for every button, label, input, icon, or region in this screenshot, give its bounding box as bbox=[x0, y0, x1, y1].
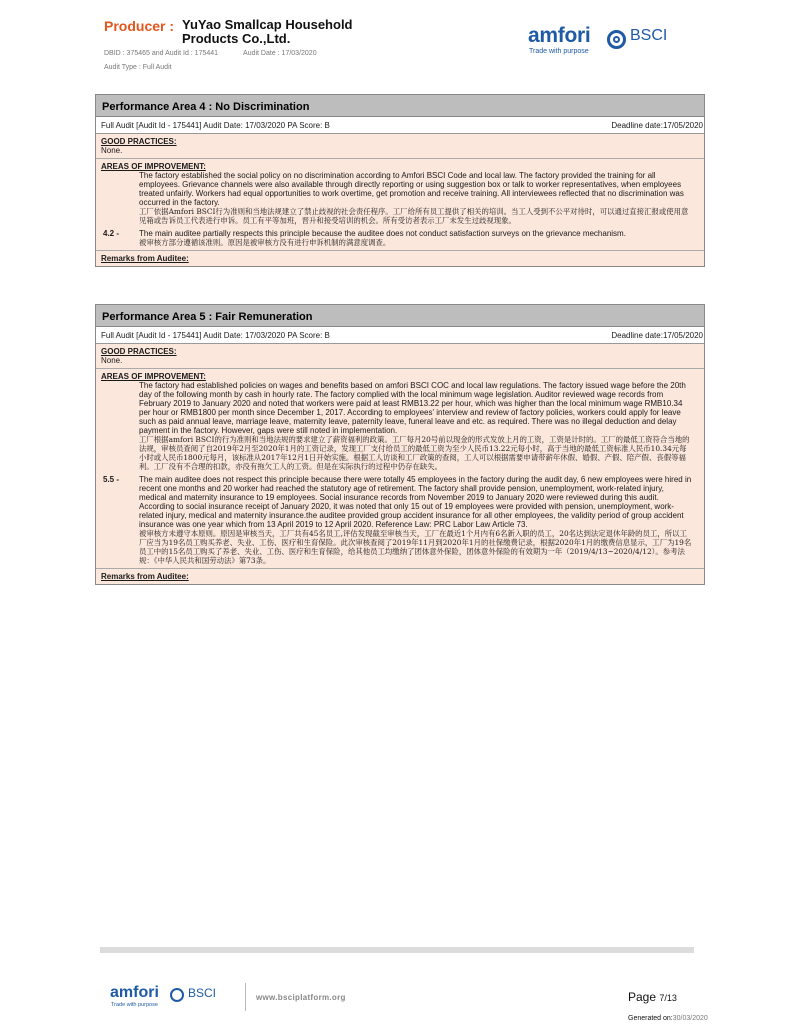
dbid: DBID : 375465 and Audit Id : 175441 bbox=[104, 50, 219, 57]
item-number: 5.5 - bbox=[103, 475, 120, 484]
audit-type: Audit Type : Full Audit bbox=[104, 64, 172, 71]
footer-vertical-divider bbox=[245, 983, 246, 1011]
producer-name: YuYao Smallcap Household Products Co.,Ltd. bbox=[182, 17, 353, 46]
aoi-label: AREAS OF IMPROVEMENT: bbox=[101, 162, 206, 171]
list-item bbox=[101, 475, 699, 565]
item-text-en: The factory established the social policy on no discrimination according to Amfori BSCI Code and local law. The factory provided the training for all employees. Grievance channels were also available through directly reporting or using suggestion box or talk to worker representatives, when employees treated unfairly. Workers had equal opportunities to work overtime, get promotion and receive training. All interviewees reflected that no discrimination was occurred in the factory. bbox=[139, 171, 684, 207]
item-number: 4.2 - bbox=[103, 229, 120, 238]
logo-word: amfori bbox=[528, 24, 591, 47]
item-text-cn: 被审核方部分遵循该准则。原因是被审核方没有进行申诉机制的满意度调查。 bbox=[139, 238, 391, 247]
page-num: 7/13 bbox=[659, 993, 677, 1003]
item-text-cn: 工厂依据Amfori BSCI行为准则和当地法规建立了禁止歧视的社会责任程序。工厂给所有员工提供了相关的培训。当工人受到不公平对待时，可以通过直接汇报或使用意见箱或告诉员工代表进行申诉。员工有平等加班，晋升和接受培训的机会。所有受访者表示工厂未发生过歧视现象。 bbox=[139, 207, 689, 225]
item-text-en: The main auditee partially respects this principle because the auditee does not conduct satisfaction surveys on the grievance mechanism. bbox=[139, 229, 626, 238]
audit-info: Full Audit [Audit Id - 175441] Audit Date: 17/03/2020 PA Score: B bbox=[101, 331, 330, 340]
logo-bsci: BSCI bbox=[630, 27, 668, 44]
item-text-cn: 被审核方未遵守本原则。原因是审核当天，工厂共有45名员工,评估发现截至审核当天，工厂在最近1个月内有6名新入职的员工，20名达到法定退休年龄的员工，所以工厂应当为19名员工购买养老、失业、工伤、医疗和生育保险。此次审核查阅了2019年11月到2020年1月的社保缴费记录，根据2020年1月的缴费信息显示，工厂为19名员工中的15名员工购买了养老、失业、工伤、医疗和生育保险，给其他员工均缴纳了团体意外保险，团体意外保险的有效期为一年（2019/4/13~2020/4/12）。参考法规：《中华人民共和国劳动法》第73条。 bbox=[139, 529, 692, 565]
area-title: Performance Area 4 : No Discrimination bbox=[96, 95, 704, 117]
areas-of-improvement bbox=[96, 159, 704, 251]
remarks bbox=[96, 569, 704, 584]
list-item bbox=[101, 381, 699, 471]
generated-date: 30/03/2020 bbox=[672, 1015, 708, 1022]
item-number bbox=[101, 381, 139, 471]
amfori-ring-icon bbox=[607, 30, 626, 49]
deadline: Deadline date:17/05/2020 bbox=[611, 331, 703, 340]
audit-info-row bbox=[96, 117, 704, 134]
footer-amfori-logo bbox=[110, 984, 240, 1012]
footer-logo-bsci: BSCI bbox=[188, 986, 217, 1000]
generated-on bbox=[628, 1015, 708, 1022]
item-number bbox=[101, 171, 139, 225]
area-title: Performance Area 5 : Fair Remuneration bbox=[96, 305, 704, 327]
good-practices-label: GOOD PRACTICES: bbox=[101, 347, 177, 356]
amfori-bsci-logo bbox=[528, 24, 678, 60]
deadline: Deadline date:17/05/2020 bbox=[611, 121, 703, 130]
remarks bbox=[96, 251, 704, 266]
platform-url[interactable]: www.bsciplatform.org bbox=[256, 993, 346, 1002]
audit-info-row bbox=[96, 327, 704, 344]
list-item bbox=[101, 171, 699, 225]
good-practices-label: GOOD PRACTICES: bbox=[101, 137, 177, 146]
producer-label: Producer : bbox=[104, 18, 175, 34]
item-text-en: The main auditee does not respect this principle because there were totally 45 employees in the factory during the audit day, 6 new employees were hired in recent one months and 20 worker had reached the statutory age of retirement. The factory shall provide pension, unemployment, work-related injury, medical and maternity insurance to 19 employees. Social insurance records from November 2019 to January 2020 were reviewed during this audit. According to social insurance receipt of January 2020, it was noted that only 15 out of 19 employees were provided with pension, unemployment, work-related injury, medical and maternity insurance.the auditee provided group accident insurance for all other employees, the validity period of group accident insurance was one year which from 13 April 2019 to 12 April 2020. Reference Law: PRC Labor Law Article 73. bbox=[139, 475, 692, 529]
remarks-label: Remarks from Auditee: bbox=[101, 572, 189, 581]
footer-divider-bar bbox=[100, 947, 694, 953]
audit-date: Audit Date : 17/03/2020 bbox=[243, 50, 317, 57]
areas-of-improvement bbox=[96, 369, 704, 569]
list-item bbox=[101, 229, 699, 247]
generated-label: Generated on: bbox=[628, 1015, 673, 1022]
remarks-label: Remarks from Auditee: bbox=[101, 254, 189, 263]
amfori-ring-icon bbox=[170, 988, 184, 1002]
audit-meta bbox=[104, 50, 317, 57]
good-practices bbox=[96, 134, 704, 159]
item-text-cn: 工厂根据amfori BSCI的行为准则和当地法规的要求建立了薪资福利的政策。工厂每月20号前以现金的形式发放上月的工资，工资是计时的。工厂的最低工资符合当地的法规，审核员查阅了自2019年2月至2020年1月的工资记录，发现工厂支付给员工的最低工资为至少人民币13.22元每小时，高于当地的最低工资标准人民币10.34元每小时或人民币1800元每月，该标准从2017年12月1日开始实施。根据工人访谈和工厂政策的查阅，工人可以根据需要申请带薪年休假、婚假、产假、陪产假、丧假等福利。工厂没有不合理的扣款，亦没有拖欠工人的工资。但是在实际执行的过程中仍存在缺失。 bbox=[139, 435, 690, 471]
footer-logo-word: amfori bbox=[110, 984, 159, 1001]
footer-logo-tagline: Trade with purpose bbox=[111, 1002, 158, 1008]
page-number bbox=[628, 990, 677, 1004]
good-practices-text: None. bbox=[101, 146, 123, 155]
good-practices-text: None. bbox=[101, 356, 123, 365]
performance-area-4 bbox=[95, 94, 705, 267]
logo-tagline: Trade with purpose bbox=[529, 48, 589, 55]
item-text-en: The factory had established policies on wages and benefits based on amfori BSCI COC and local law regulations. The factory issued wage before the 20th day of the following month by cash in hourly rate. The factory complied with the local minimum wage legislation. Auditor reviewed wage records from February 2019 to January 2020 and noted that workers were paid at least RMB13.22 per hour, which was higher than the local minimum wage RMB10.34 per hour or RMB1800 per month since December 1, 2017. According to employees' interview and review of factory policies, workers could apply for leave such as paid annual leave, marriage leave, maternity leave, paternity leave, funeral leave and etc. as required. There was no illegal deduction and delay payment in the factory. However, gaps were still noted in implementation. bbox=[139, 381, 686, 435]
performance-area-5 bbox=[95, 304, 705, 585]
good-practices bbox=[96, 344, 704, 369]
aoi-label: AREAS OF IMPROVEMENT: bbox=[101, 372, 206, 381]
audit-info: Full Audit [Audit Id - 175441] Audit Date: 17/03/2020 PA Score: B bbox=[101, 121, 330, 130]
page-label: Page bbox=[628, 990, 657, 1004]
page-header bbox=[0, 0, 800, 80]
